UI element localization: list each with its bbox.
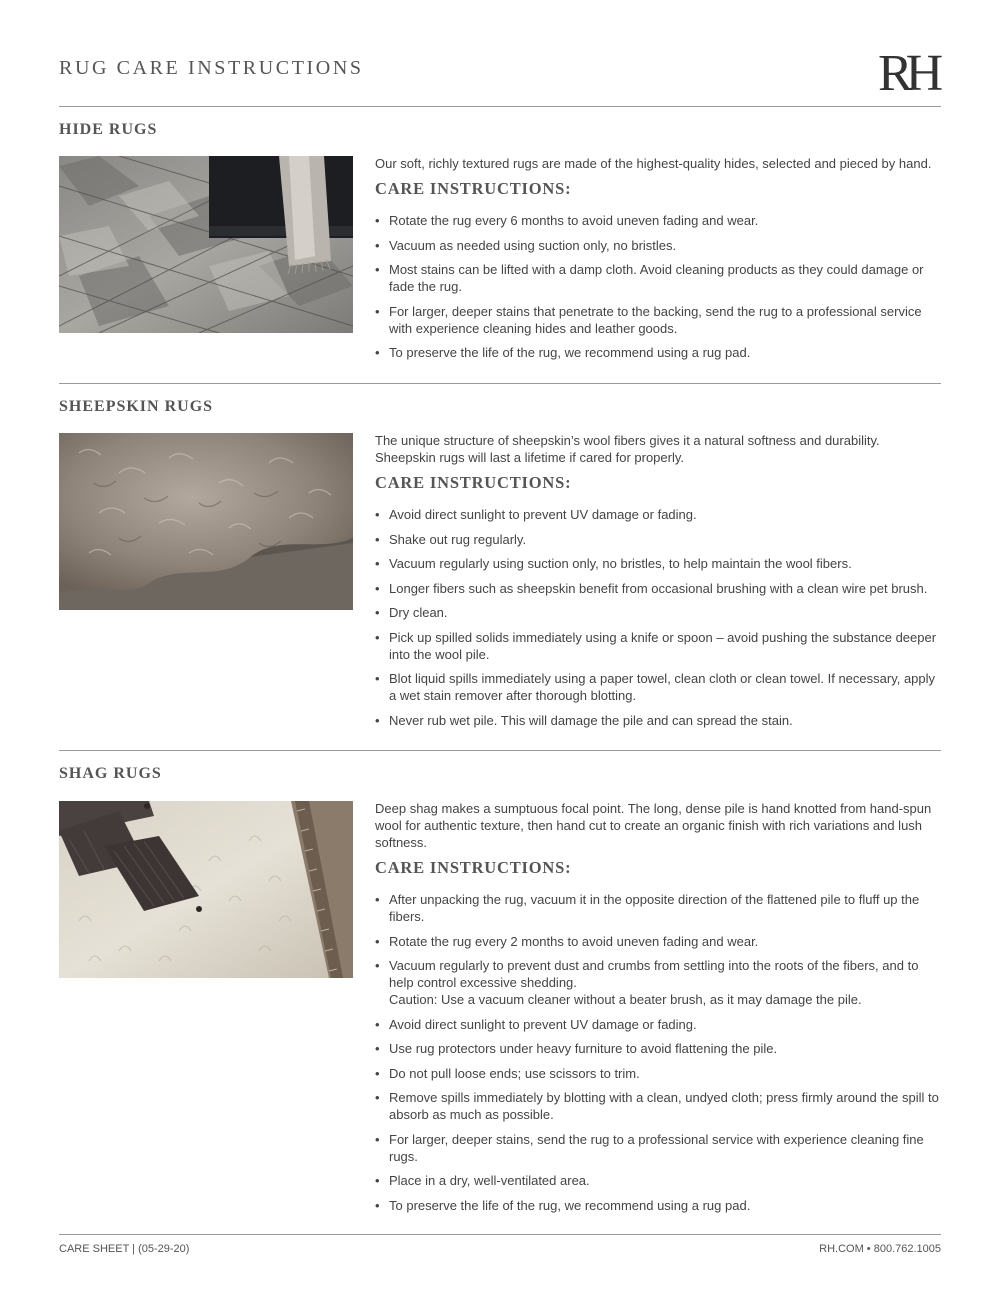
care-instructions-heading: CARE INSTRUCTIONS: xyxy=(375,473,572,492)
section-intro: The unique structure of sheepskin’s wool fibers gives it a natural softness and durability. Sheepskin rugs will last a lifetime if cared for properly. xyxy=(375,433,880,465)
section-title-sheepskin-rugs: SHEEPSKIN RUGS xyxy=(59,398,214,415)
hide-rug-photo xyxy=(59,156,353,333)
care-sheet-date: CARE SHEET | (05-29-20) xyxy=(59,1243,190,1255)
care-instructions-heading: CARE INSTRUCTIONS: xyxy=(375,179,572,198)
shag-rug-image xyxy=(59,801,353,978)
sheepskin-rug-image xyxy=(59,433,353,610)
rh-logo: RH xyxy=(878,45,937,102)
list-item: • Remove spills immediately by blotting with a clean, undyed cloth; press firmly around the spill to absorb as much as possible. xyxy=(375,1089,941,1123)
list-item: • Avoid direct sunlight to prevent UV damage or fading. xyxy=(375,1016,941,1033)
footer-divider xyxy=(59,1234,941,1235)
list-item: • Longer fibers such as sheepskin benefit from occasional brushing with a clean wire pet brush. xyxy=(375,580,941,597)
list-item: • Rotate the rug every 6 months to avoid uneven fading and wear. xyxy=(375,212,941,229)
care-list xyxy=(375,212,941,361)
list-item: • Pick up spilled solids immediately using a knife or spoon – avoid pushing the substance deeper into the wool pile. xyxy=(375,629,941,663)
caution-note: Caution: Use a vacuum cleaner without a beater brush, as it may damage the pile. xyxy=(389,992,862,1007)
list-item: • Vacuum regularly using suction only, no bristles, to help maintain the wool fibers. xyxy=(375,555,941,572)
list-item: • Rotate the rug every 2 months to avoid uneven fading and wear. xyxy=(375,933,941,950)
list-item: • For larger, deeper stains, send the rug to a professional service with experience cleaning fine rugs. xyxy=(375,1131,941,1165)
list-item: • Blot liquid spills immediately using a paper towel, clean cloth or clean towel. If necessary, apply a wet stain remover after thorough blotting. xyxy=(375,670,941,704)
list-item: • Never rub wet pile. This will damage the pile and can spread the stain. xyxy=(375,712,941,729)
shag-rugs-text xyxy=(375,800,941,1221)
section-title-shag-rugs: SHAG RUGS xyxy=(59,765,162,782)
section-intro: Deep shag makes a sumptuous focal point. The long, dense pile is hand knotted from hand-spun wool for authentic texture, then hand cut to create an organic finish with rich variations and lush softness. xyxy=(375,801,932,850)
list-item: • Vacuum as needed using suction only, no bristles. xyxy=(375,237,941,254)
list-item xyxy=(375,957,941,1008)
section-intro: Our soft, richly textured rugs are made of the highest-quality hides, selected and pieced by hand. xyxy=(375,156,932,171)
contact-info: RH.COM • 800.762.1005 xyxy=(819,1243,941,1255)
hide-rug-image xyxy=(59,156,353,333)
list-item: • Use rug protectors under heavy furniture to avoid flattening the pile. xyxy=(375,1040,941,1057)
list-item: • Place in a dry, well-ventilated area. xyxy=(375,1172,941,1189)
list-item: • To preserve the life of the rug, we recommend using a rug pad. xyxy=(375,1197,941,1214)
list-item: • Most stains can be lifted with a damp cloth. Avoid cleaning products as they could damage or fade the rug. xyxy=(375,261,941,295)
list-item: • For larger, deeper stains that penetrate to the backing, send the rug to a professional service with experience cleaning hides and leather goods. xyxy=(375,303,941,337)
list-item: • After unpacking the rug, vacuum it in the opposite direction of the flattened pile to fluff up the fibers. xyxy=(375,891,941,925)
list-item: • To preserve the life of the rug, we recommend using a rug pad. xyxy=(375,344,941,361)
sheepskin-rug-photo xyxy=(59,433,353,610)
section-divider xyxy=(59,750,941,751)
list-item: • Do not pull loose ends; use scissors to trim. xyxy=(375,1065,941,1082)
care-instructions-heading: CARE INSTRUCTIONS: xyxy=(375,858,572,877)
header-divider xyxy=(59,106,941,107)
list-item-text: Vacuum regularly to prevent dust and crumbs from settling into the roots of the fibers, and to help control excessive shedding. xyxy=(389,958,919,990)
sheepskin-rugs-text xyxy=(375,432,941,736)
list-item: • Shake out rug regularly. xyxy=(375,531,941,548)
care-list xyxy=(375,891,941,1214)
list-item: • Dry clean. xyxy=(375,604,941,621)
care-list xyxy=(375,506,941,729)
section-title-hide-rugs: HIDE RUGS xyxy=(59,121,158,138)
page-title: RUG CARE INSTRUCTIONS xyxy=(59,57,364,79)
hide-rugs-text xyxy=(375,155,941,369)
list-item: • Avoid direct sunlight to prevent UV damage or fading. xyxy=(375,506,941,523)
shag-rug-photo xyxy=(59,801,353,978)
section-divider xyxy=(59,383,941,384)
